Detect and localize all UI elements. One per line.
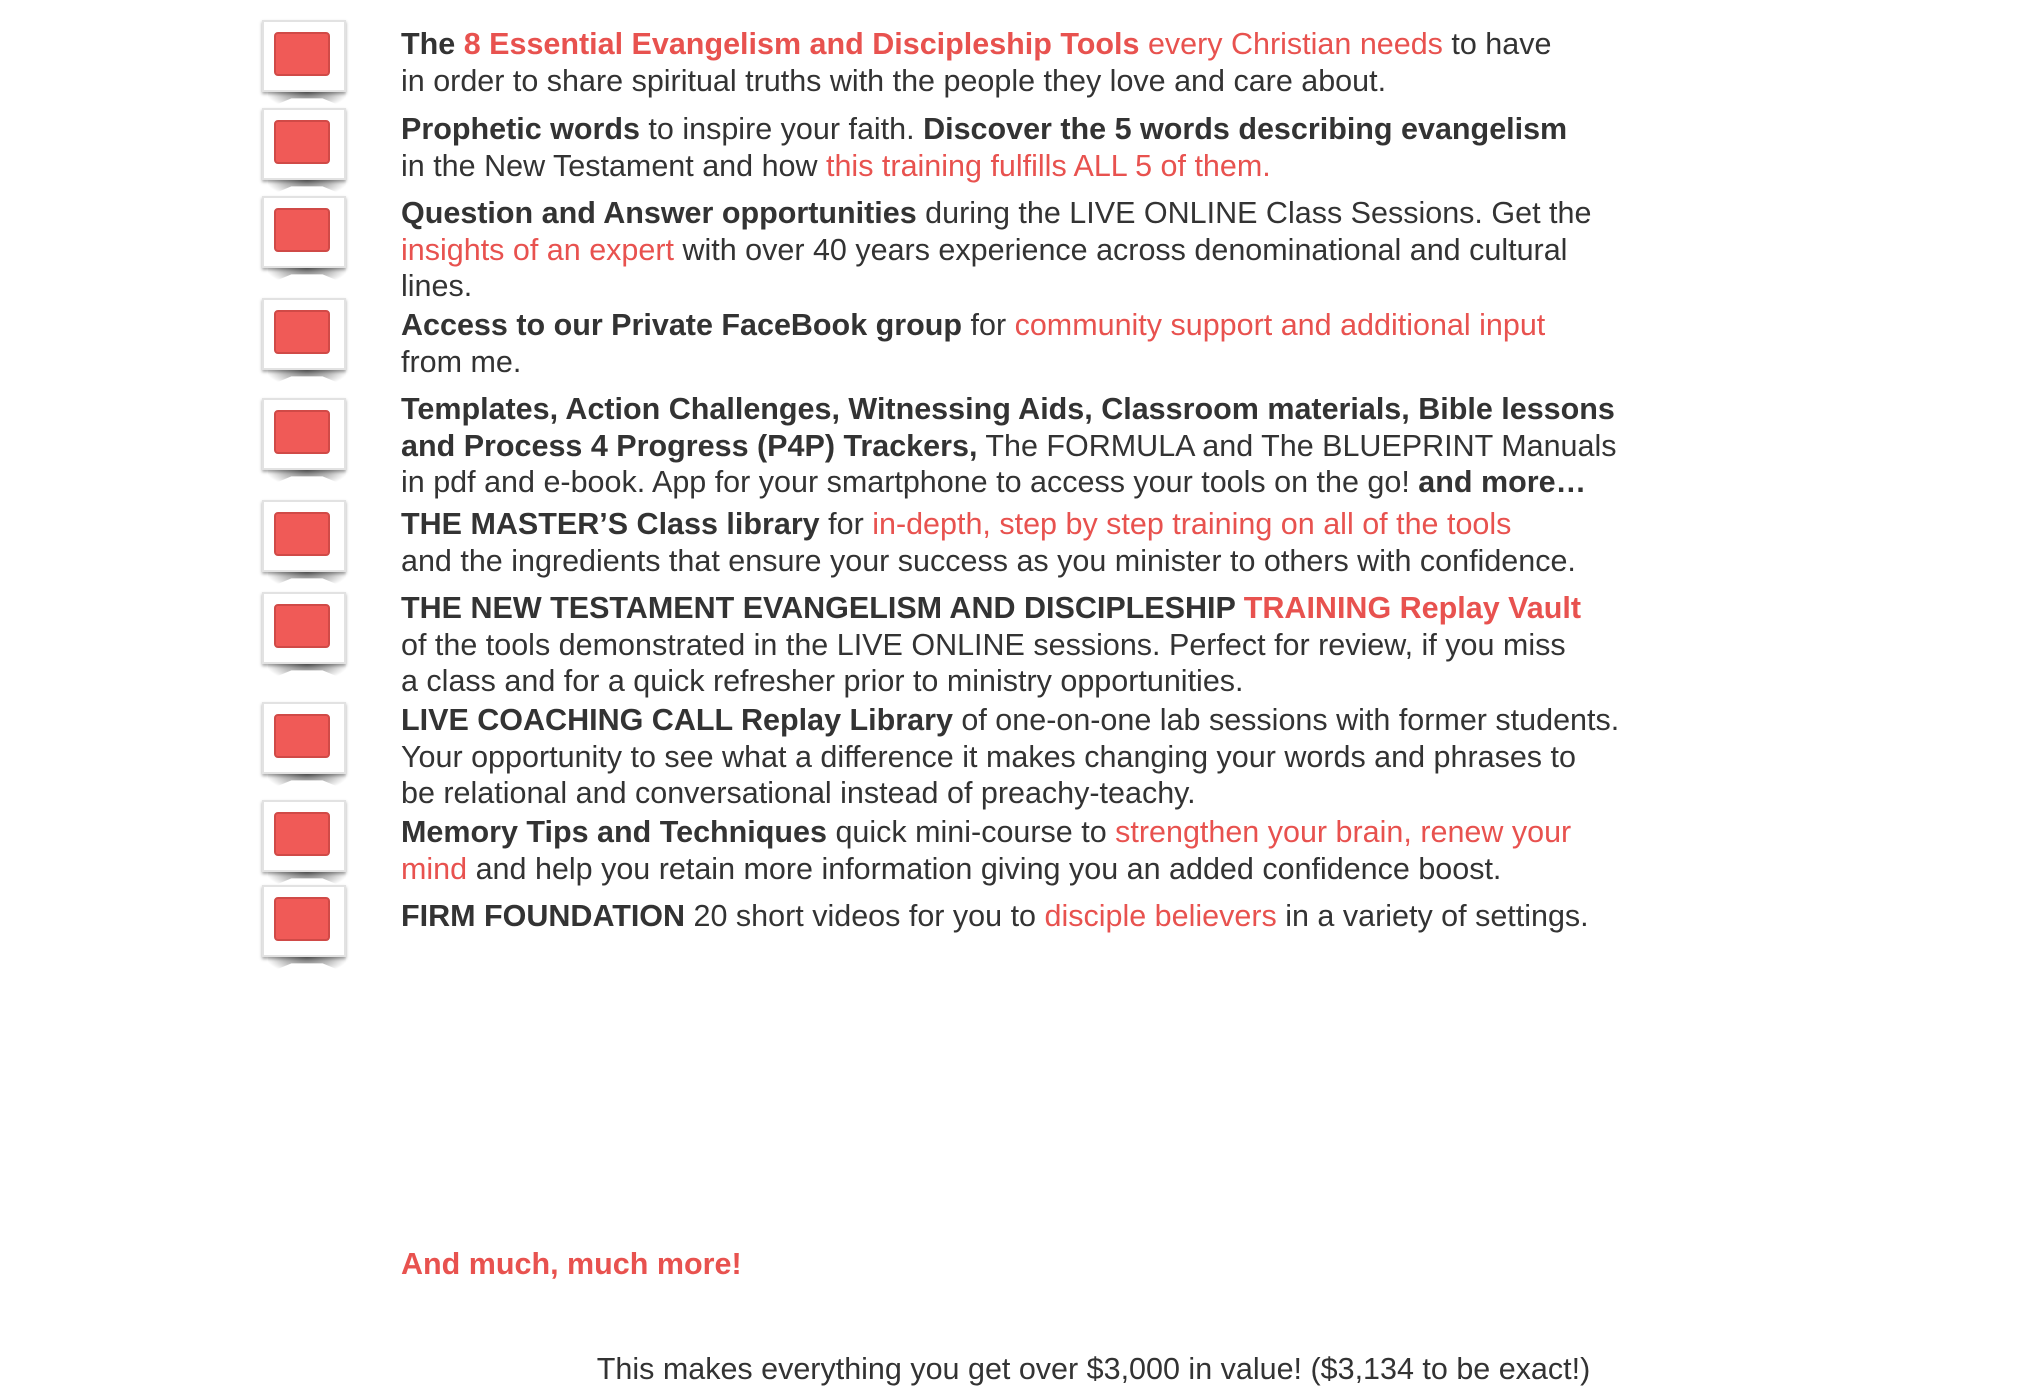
benefit-text-segment: in order to share spiritual truths with the people they love and care about.	[401, 63, 1387, 98]
benefit-text-segment: and help you retain more information giving you an added confidence boost.	[467, 851, 1502, 886]
benefit-text-segment: this training fulfills ALL 5 of them.	[826, 148, 1271, 183]
benefit-text-segment: and more…	[1418, 465, 1587, 499]
benefit-text	[401, 814, 1731, 887]
red-checkbox-icon	[262, 108, 346, 188]
benefit-text	[401, 898, 1731, 935]
benefit-text-segment: in-depth, step by step training on all of the tools	[872, 507, 1512, 541]
benefit-text	[401, 307, 1731, 380]
benefit-text-segment: quick mini-course to	[826, 815, 1116, 849]
benefit-text-segment: lines.	[401, 269, 473, 303]
benefit-text	[401, 590, 1731, 700]
benefit-text-segment: of the tools demonstrated in the LIVE ONLINE sessions. Perfect for review, if you miss	[401, 627, 1566, 662]
benefit-text-segment: LIVE COACHING CALL Replay Library	[401, 703, 953, 737]
benefit-text-segment: every Christian needs	[1147, 27, 1443, 61]
benefit-text-segment: a class and for a quick refresher prior to ministry opportunities.	[401, 664, 1244, 698]
benefit-text-segment: to have	[1442, 27, 1552, 61]
benefit-text-segment: FIRM FOUNDATION	[401, 899, 686, 933]
benefit-text-segment: of one-on-one lab sessions with former students.	[952, 703, 1620, 737]
benefit-text-segment: mind	[401, 851, 468, 886]
benefit-text-segment: THE MASTER’S Class library	[401, 507, 820, 541]
benefit-text-segment: The FORMULA and The BLUEPRINT Manuals	[977, 428, 1617, 463]
benefit-text-segment: TRAINING Replay Vault	[1243, 591, 1582, 625]
value-summary-text: This makes everything you get over $3,000 in value! ($3,134 to be exact!)	[596, 1352, 1591, 1386]
benefit-text-segment: from me.	[401, 344, 522, 379]
red-checkbox-icon	[262, 800, 346, 880]
benefit-text-segment: to inspire your faith.	[639, 112, 924, 146]
benefit-text-segment: in a variety of settings.	[1276, 899, 1589, 933]
red-checkbox-icon	[262, 500, 346, 580]
benefit-text-segment: Question and Answer opportunities	[401, 196, 917, 230]
benefit-text-segment: strengthen your brain, renew your	[1115, 815, 1572, 849]
benefit-text-segment: THE NEW TESTAMENT EVANGELISM AND DISCIPLESHIP	[401, 591, 1244, 625]
benefit-text-segment: during the LIVE ONLINE Class Sessions. Get the	[916, 196, 1592, 230]
benefit-text-segment: Your opportunity to see what a difference it makes changing your words and phrases to	[401, 739, 1576, 774]
red-checkbox-icon	[262, 20, 346, 100]
benefit-text	[401, 26, 1731, 99]
benefit-text	[401, 195, 1731, 305]
and-much-more-text: And much, much more!	[401, 1247, 742, 1281]
benefit-text-segment: The	[401, 27, 464, 61]
benefit-text-segment	[1139, 27, 1147, 61]
benefit-text	[401, 702, 1731, 812]
benefit-text	[401, 111, 1731, 184]
benefit-text-segment: Access to our Private FaceBook group	[401, 308, 963, 342]
benefit-text-segment: with over 40 years experience across denominational and cultural	[673, 232, 1568, 267]
benefit-text-segment: 20 short videos for you to	[685, 899, 1045, 933]
benefit-text-segment: insights of an expert	[401, 232, 674, 267]
benefit-text-segment: in pdf and e-book. App for your smartphone to access your tools on the go!	[401, 465, 1419, 499]
benefit-text	[401, 391, 1731, 501]
benefit-text-segment: be relational and conversational instead of preachy-teachy.	[401, 776, 1196, 810]
red-checkbox-icon	[262, 702, 346, 782]
benefit-text-segment: Prophetic words	[401, 112, 640, 146]
benefit-text-segment: disciple believers	[1044, 899, 1277, 933]
benefit-text-segment: and Process 4 Progress (P4P) Trackers,	[401, 428, 978, 463]
benefit-text-segment: Templates, Action Challenges, Witnessing Aids, Classroom materials, Bible lessons	[401, 392, 1615, 426]
red-checkbox-icon	[262, 196, 346, 276]
benefit-text-segment: Discover the 5 words describing evangelism	[923, 112, 1568, 146]
benefit-text-segment: for	[819, 507, 873, 541]
benefit-text-segment: community support and additional input	[1014, 308, 1546, 342]
red-checkbox-icon	[262, 885, 346, 965]
red-checkbox-icon	[262, 592, 346, 672]
red-checkbox-icon	[262, 298, 346, 378]
benefit-text-segment: and the ingredients that ensure your success as you minister to others with confidence.	[401, 543, 1576, 578]
benefit-text-segment: 8 Essential Evangelism and Discipleship Tools	[463, 27, 1140, 61]
red-checkbox-icon	[262, 398, 346, 478]
benefit-text-segment: for	[962, 308, 1015, 342]
benefit-text-segment: in the New Testament and how	[401, 148, 826, 183]
benefit-text	[401, 506, 1731, 579]
benefit-text-segment: Memory Tips and Techniques	[401, 815, 827, 849]
